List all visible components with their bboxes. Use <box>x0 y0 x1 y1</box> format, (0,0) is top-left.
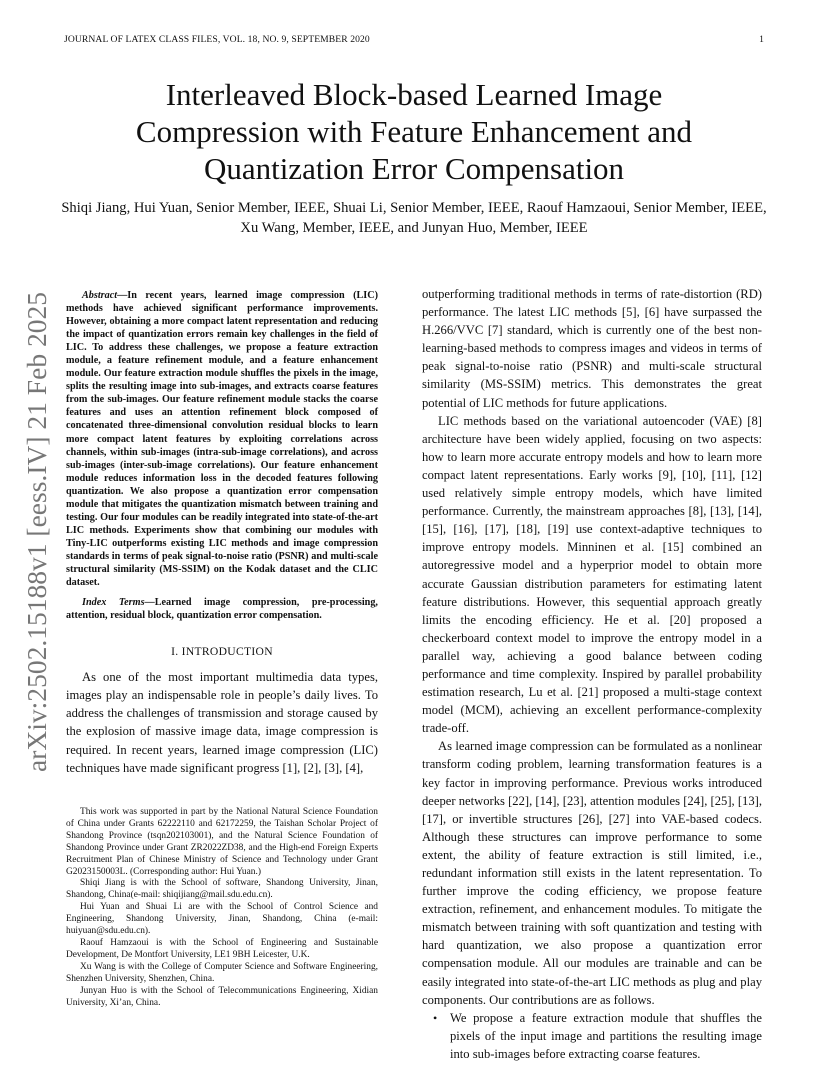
body-paragraph: As learned image compression can be formulated as a nonlinear transform coding problem, learning transformation features is a key factor in improving performance. Previous works introduced deeper networks [22], [14], [23], attention modules [24], [25], [13], [17], or invertible structures [26], [27] into VAE-based codecs. Although these structures can improve performance to some extent, the ability of feature extraction is still limited, i.e., redundant information still exists in the latent representation. To further improve the coding efficiency, we propose feature extraction, refinement, and enhancement modules. To mitigate the mismatch between training with soft quantization and testing with hard quantization, we also propose a quantization error compensation module. All our modules are trainable and can be easily integrated into state-of-the-art LIC methods as plug and play components. Our contributions are as follows. <box>422 739 762 1007</box>
footnote-affiliation: Junyan Huo is with the School of Telecommunications Engineering, Xidian University, Xi’an, China. <box>66 985 378 1008</box>
body-paragraph: outperforming traditional methods in terms of rate-distortion (RD) performance. The latest LIC methods [5], [6] have surpassed the H.266/VVC [7] standard, which is currently one of the best non-learning-based methods to compress images and videos in terms of peak signal-to-noise ratio (PSNR) and multi-scale structural similarity (MS-SSIM) metrics. This demonstrates the great potential of LIC methods for future applications. <box>422 287 762 410</box>
footnote-affiliation: Shiqi Jiang is with the School of software, Shandong University, Jinan, Shandong, China(e-mail: shiqijiang@mail.sdu.edu.cn). <box>66 878 378 901</box>
left-column <box>66 289 378 777</box>
page-number: 1 <box>759 34 764 45</box>
journal-name: JOURNAL OF LATEX CLASS FILES, VOL. 18, NO. 9, SEPTEMBER 2020 <box>64 34 370 45</box>
author-list: Shiqi Jiang, Hui Yuan, Senior Member, IEEE, Shuai Li, Senior Member, IEEE, Raouf Hamzaoui, Senior Member, IEEE, Xu Wang, Member, IEEE, and Junyan Huo, Member, IEEE <box>61 200 767 236</box>
section-heading: I. INTRODUCTION <box>171 645 273 659</box>
footnote-affiliation: Xu Wang is with the College of Computer Science and Software Engineering, Shenzhen University, Shenzhen, China. <box>66 961 378 984</box>
abstract <box>66 289 378 589</box>
body-paragraph: LIC methods based on the variational autoencoder (VAE) [8] architecture have been widely applied, focusing on two aspects: how to learn more accurate entropy models and how to learn more compact latent representations. Early works [9], [10], [11], [12] used relatively simple entropy models, which have limited performance. Currently, the mainstream approaches [8], [13], [14], [15], [16], [17], [18], [19] use context-adaptive techniques to improve entropy models. Minninen et al. [15] combined an autoregressive model and a hyperprior model to obtain more accurate Gaussian distribution parameters for estimating latent feature distributions. However, this sequential approach greatly limits the encoding efficiency. He et al. [20] proposed a checkerboard context model to improve the entropy model in a parallel way, achieving a good balance between coding performance and time complexity. Inspired by parallel probability estimation research, Lu et al. [21] proposed a multi-stage context model (MCM), achieving an excellent performance-complexity trade-off. <box>422 413 762 736</box>
arxiv-stamp <box>8 288 56 776</box>
footnotes <box>66 806 378 1009</box>
contribution-list <box>422 1009 762 1063</box>
right-column <box>422 285 762 1063</box>
footnote-affiliation: Raouf Hamzaoui is with the School of Engineering and Sustainable Development, De Montfort University, LE1 9BH Leicester, U.K. <box>66 937 378 960</box>
footnote-affiliation: Hui Yuan and Shuai Li are with the School of Control Science and Engineering, Shandong University, Jinan, Shandong, China (e-mail: huiyuan@sdu.edu.cn). <box>66 902 378 937</box>
list-item <box>422 1009 762 1063</box>
paper-title: Interleaved Block-based Learned Image Compression with Feature Enhancement and Quantization Error Compensation <box>135 77 693 186</box>
bullet-icon: • <box>433 1010 438 1025</box>
index-terms <box>66 596 378 622</box>
list-item-text: We propose a feature extraction module that shuffles the pixels of the input image and partitions the resulting image into sub-images before extracting coarse features. <box>450 1010 762 1061</box>
abstract-lead: Abstract <box>82 290 118 301</box>
index-terms-text: —Learned image compression, pre-processing, attention, residual block, quantization error compensation. <box>66 597 378 622</box>
intro-paragraph: As one of the most important multimedia data types, images play an indispensable role in people’s daily lives. To address the challenges of transmission and storage caused by the explosion of massive image data, image compression is required. In recent years, learned image compression (LIC) techniques have made significant progress [1], [2], [3], [4], <box>66 670 378 775</box>
abstract-text: —In recent years, learned image compression (LIC) methods have achieved significant performance improvements. However, obtaining a more compact latent representation and reducing the impact of quantization errors remain key challenges in the field of LIC. To address these challenges, we propose a feature extraction module, a feature refinement module, and a feature enhancement module. Our feature extraction module shuffles the pixels in the image, splits the resulting image into sub-images, and extracts coarse features from the sub-images. Our feature refinement module stacks the coarse features and uses an attention refinement block composed of concatenated three-dimensional convolution residual blocks to learn more compact latent features by exploiting correlations across channels, within sub-images (intra-sub-image correlations), and across sub-images (inter-sub-image correlations). Our feature enhancement module reduces information loss in the decoded features following quantization. We also propose a quantization error compensation module that mitigates the quantization mismatch between training and testing. Our four modules can be readily integrated into state-of-the-art LIC methods. Experiments show that combining our modules with Tiny-LIC outperforms existing LIC methods and image compression standards in terms of peak signal-to-noise ratio (PSNR) and multi-scale structural similarity (MS-SSIM) on the Kodak dataset and the CLIC dataset. <box>66 290 378 589</box>
footnote-funding: This work was supported in part by the National Natural Science Foundation of China under Grants 62222110 and 62172259, the Taishan Scholar Project of Shandong Province (tsqn202103001), and the Natural Science Foundation of Shandong Province under Grant ZR2022ZD38, and the High-end Foreign Experts Recruitment Plan of Chinese Ministry of Science and Technology under Grant G2023150003L. (Corresponding author: Hui Yuan.) <box>66 807 378 877</box>
index-terms-lead: Index Terms <box>82 597 145 609</box>
running-header <box>64 34 764 45</box>
arxiv-identifier: arXiv:2502.15188v1 [eess.IV] 21 Feb 2025 <box>22 301 52 772</box>
